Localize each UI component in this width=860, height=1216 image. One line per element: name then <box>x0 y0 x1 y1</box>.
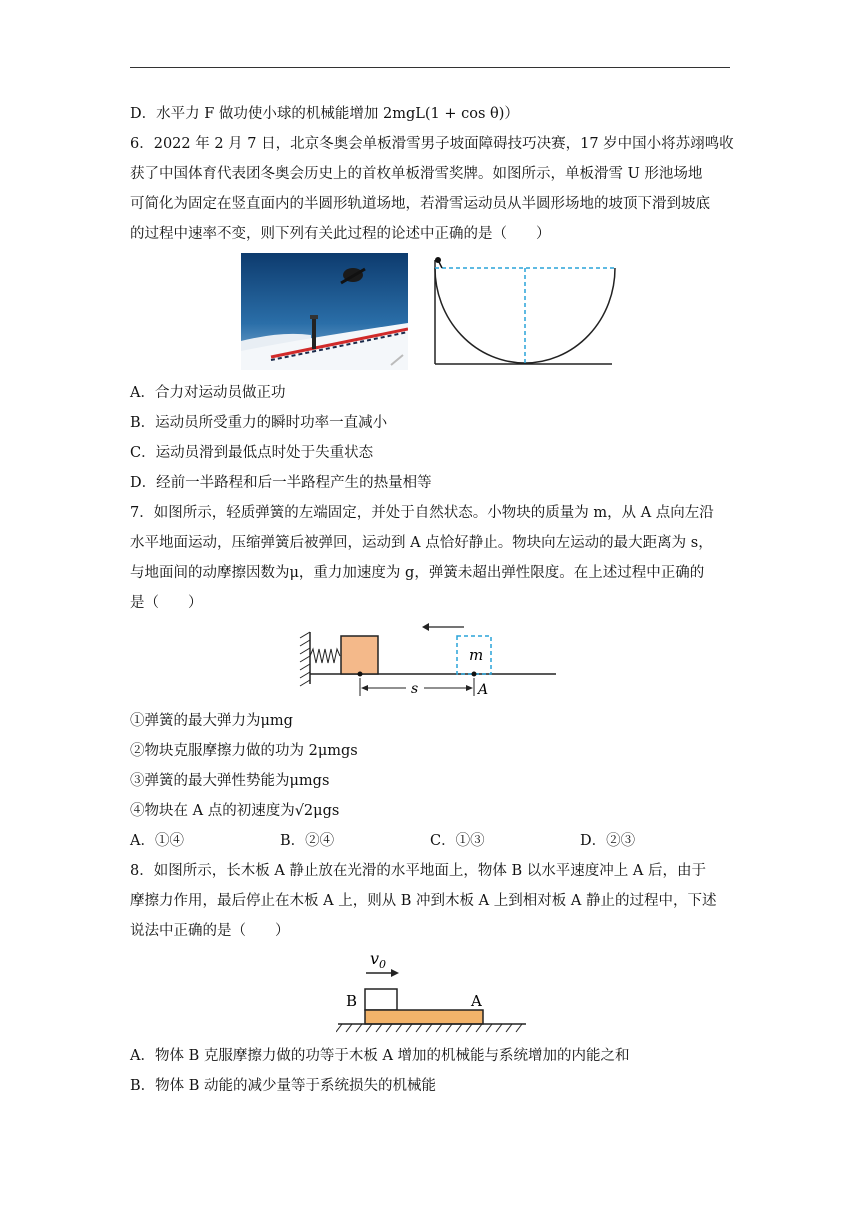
q6-text-line: 的过程中速率不变，则下列有关此过程的论述中正确的是（ ） <box>130 226 551 242</box>
q7-option-b: B．②④ <box>280 833 335 849</box>
q6-text-line: 6．2022 年 2 月 7 日，北京冬奥会单板滑雪男子坡面障碍技巧决赛，17 岁中国小将苏翊鸣收 <box>130 136 734 152</box>
q8-text-line: 说法中正确的是（ ） <box>130 923 290 939</box>
q6-option-d: D．经前一半路程和后一半路程产生的热量相等 <box>130 475 432 491</box>
q6-option-c: C．运动员滑到最低点时处于失重状态 <box>130 445 374 461</box>
halfpipe-diagram <box>426 250 620 368</box>
board-block-diagram <box>336 944 530 1036</box>
q7-text-line: 是（ ） <box>130 595 203 611</box>
q7-statement-4: ④物块在 A 点的初速度为√2μgs <box>130 803 340 819</box>
q6-text-line: 获了中国体育代表团冬奥会历史上的首枚单板滑雪奖牌。如图所示，单板滑雪 U 形池场地 <box>130 166 703 182</box>
velocity-label: $v_0$ <box>370 949 387 971</box>
q6-text-line: 可简化为固定在竖直面内的半圆形轨道场地，若滑雪运动员从半圆形场地的坡顶下滑到坡底 <box>130 196 710 212</box>
q7-option-a: A．①④ <box>130 833 184 849</box>
header-rule <box>130 67 730 68</box>
q6-option-a: A．合力对运动员做正功 <box>130 385 286 401</box>
spring-block-diagram <box>296 618 562 698</box>
q7-statement-3: ③弹簧的最大弹性势能为μmgs <box>130 773 330 789</box>
q7-text-line: 水平地面运动，压缩弹簧后被弹回，运动到 A 点恰好静止。物块向左运动的最大距离为 s， <box>130 535 713 551</box>
q8-text-line: 摩擦力作用，最后停止在木板 A 上，则从 B 冲到木板 A 上到相对板 A 静止的过程中，下述 <box>130 893 717 909</box>
board-a-label: A <box>471 992 482 1010</box>
q8-option-a: A．物体 B 克服摩擦力做的功等于木板 A 增加的机械能与系统增加的内能之和 <box>130 1048 630 1064</box>
q6-option-b: B．运动员所受重力的瞬时功率一直减小 <box>130 415 388 431</box>
q7-text-line: 与地面间的动摩擦因数为μ，重力加速度为 g，弹簧未超出弹性限度。在上述过程中正确的 <box>130 565 705 581</box>
point-label: A <box>478 682 489 698</box>
q8-option-b: B．物体 B 动能的减少量等于系统损失的机械能 <box>130 1078 437 1094</box>
block-b-label: B <box>346 992 358 1010</box>
snowboard-photo <box>241 253 408 370</box>
q7-option-c: C．①③ <box>430 833 485 849</box>
q8-text-line: 8．如图所示，长木板 A 静止放在光滑的水平地面上，物体 B 以水平速度冲上 A 后，由于 <box>130 863 706 879</box>
q7-statement-1: ①弹簧的最大弹力为μmg <box>130 713 293 729</box>
distance-label: s <box>411 681 419 697</box>
q7-text-line: 7．如图所示，轻质弹簧的左端固定，并处于自然状态。小物块的质量为 m，从 A 点向左沿 <box>130 505 714 521</box>
q7-statement-2: ②物块克服摩擦力做的功为 2μmgs <box>130 743 358 759</box>
q7-option-d: D．②③ <box>580 833 636 849</box>
mass-label: m <box>469 646 484 664</box>
q5-option-d: D．水平力 F 做功使小球的机械能增加 2mgL(1 + cos θ)） <box>130 106 519 122</box>
